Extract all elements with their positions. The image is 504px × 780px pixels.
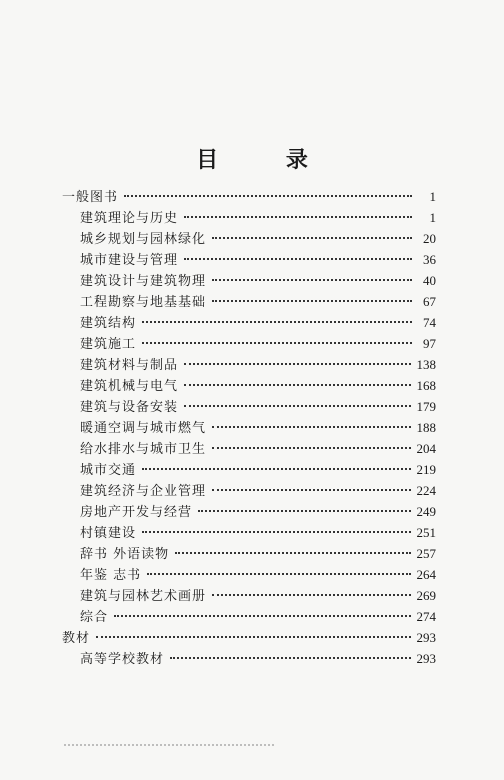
dot-leader (96, 636, 410, 638)
toc-entry-label: 建筑设计与建筑物理 (80, 274, 207, 289)
toc-entry-page: 224 (416, 483, 436, 498)
toc-entry[interactable] (80, 606, 436, 626)
toc-entry-label: 给水排水与城市卫生 (80, 442, 207, 457)
dot-leader (212, 426, 410, 428)
dot-leader (142, 531, 410, 533)
toc-entry-page: 138 (416, 357, 436, 372)
page-title: 目 录 (196, 148, 338, 173)
dot-leader (212, 447, 410, 449)
toc-entry-label: 暖通空调与城市燃气 (80, 421, 207, 436)
toc-entry-label: 建筑施工 (80, 337, 137, 352)
toc-entry-page: 179 (416, 399, 436, 414)
toc-entry-page: 74 (423, 315, 436, 330)
dot-leader (184, 405, 410, 407)
toc-entry-page: 67 (423, 294, 436, 309)
toc-entry-page: 251 (416, 525, 436, 540)
toc-entry-page: 257 (416, 546, 436, 561)
toc-entry[interactable] (62, 627, 436, 647)
toc-entry[interactable] (80, 417, 436, 437)
toc-entry[interactable] (80, 648, 436, 668)
toc-entry[interactable] (80, 501, 436, 521)
toc-entry-page: 264 (416, 567, 436, 582)
toc-entry[interactable] (80, 354, 436, 374)
dot-leader (124, 195, 412, 197)
dot-leader (212, 489, 410, 491)
dot-leader (184, 384, 410, 386)
toc-entry-page: 219 (416, 462, 436, 477)
toc-entry-label: 教材 (62, 631, 91, 646)
dot-leader (198, 510, 410, 512)
toc-entry-page: 269 (416, 588, 436, 603)
toc-entry-label: 村镇建设 (80, 526, 137, 541)
toc-entry-label: 城乡规划与园林绿化 (80, 232, 207, 247)
toc-entry-label: 建筑与园林艺术画册 (80, 589, 207, 604)
toc-entry-label: 建筑与设备安装 (80, 400, 179, 415)
toc-entry[interactable] (80, 375, 436, 395)
toc-entry-page: 168 (416, 378, 436, 393)
toc-entry[interactable] (80, 543, 436, 563)
toc-entry[interactable] (80, 249, 436, 269)
dot-leader (212, 300, 412, 302)
toc-entry-label: 建筑理论与历史 (80, 211, 179, 226)
toc-entry-page: 204 (416, 441, 436, 456)
toc-entry-label: 建筑材料与制品 (80, 358, 179, 373)
toc-entry-label: 建筑机械与电气 (80, 379, 179, 394)
dot-leader (142, 342, 412, 344)
toc-entry-page: 20 (423, 231, 436, 246)
toc-entry[interactable] (80, 480, 436, 500)
toc-entry-page: 249 (416, 504, 436, 519)
toc-entry-label: 辞书 外语读物 (80, 547, 170, 562)
toc-entry[interactable] (80, 207, 436, 227)
toc-entry-label: 城市交通 (80, 463, 137, 478)
scan-noise (64, 744, 274, 749)
toc-entry-page: 274 (416, 609, 436, 624)
toc-entry[interactable] (80, 522, 436, 542)
toc-entry-label: 建筑经济与企业管理 (80, 484, 207, 499)
toc-entry-page: 293 (416, 651, 436, 666)
dot-leader (142, 321, 412, 323)
dot-leader (184, 216, 412, 218)
toc-entry[interactable] (80, 585, 436, 605)
dot-leader (212, 594, 410, 596)
toc-entry-page: 1 (429, 189, 436, 204)
toc-entry[interactable] (80, 396, 436, 416)
toc-entry[interactable] (80, 459, 436, 479)
toc-entry-label: 年鉴 志书 (80, 568, 142, 583)
dot-leader (212, 237, 412, 239)
dot-leader (170, 657, 410, 659)
toc-entry-label: 房地产开发与经营 (80, 505, 193, 520)
toc-entry[interactable] (80, 312, 436, 332)
dot-leader (114, 615, 410, 617)
toc-entry-page: 293 (416, 630, 436, 645)
toc-entry-page: 1 (429, 210, 436, 225)
toc-entry[interactable] (80, 333, 436, 353)
toc-entry[interactable] (62, 186, 436, 206)
toc-entry[interactable] (80, 438, 436, 458)
dot-leader (212, 279, 412, 281)
toc-entry[interactable] (80, 228, 436, 248)
dot-leader (147, 573, 410, 575)
toc-entry-page: 40 (423, 273, 436, 288)
toc-entry-label: 工程勘察与地基基础 (80, 295, 207, 310)
toc-entry[interactable] (80, 291, 436, 311)
dot-leader (184, 363, 410, 365)
toc-entry[interactable] (80, 270, 436, 290)
dot-leader (142, 468, 410, 470)
toc-entry-label: 一般图书 (62, 190, 119, 205)
toc-entry-label: 城市建设与管理 (80, 253, 179, 268)
toc-entry-label: 建筑结构 (80, 316, 137, 331)
dot-leader (184, 258, 412, 260)
toc-entry[interactable] (80, 564, 436, 584)
dot-leader (175, 552, 410, 554)
toc-entry-page: 188 (416, 420, 436, 435)
toc-entry-page: 97 (423, 336, 436, 351)
toc-entry-page: 36 (423, 252, 436, 267)
toc-entry-label: 高等学校教材 (80, 652, 165, 667)
toc-entry-label: 综合 (80, 610, 109, 625)
